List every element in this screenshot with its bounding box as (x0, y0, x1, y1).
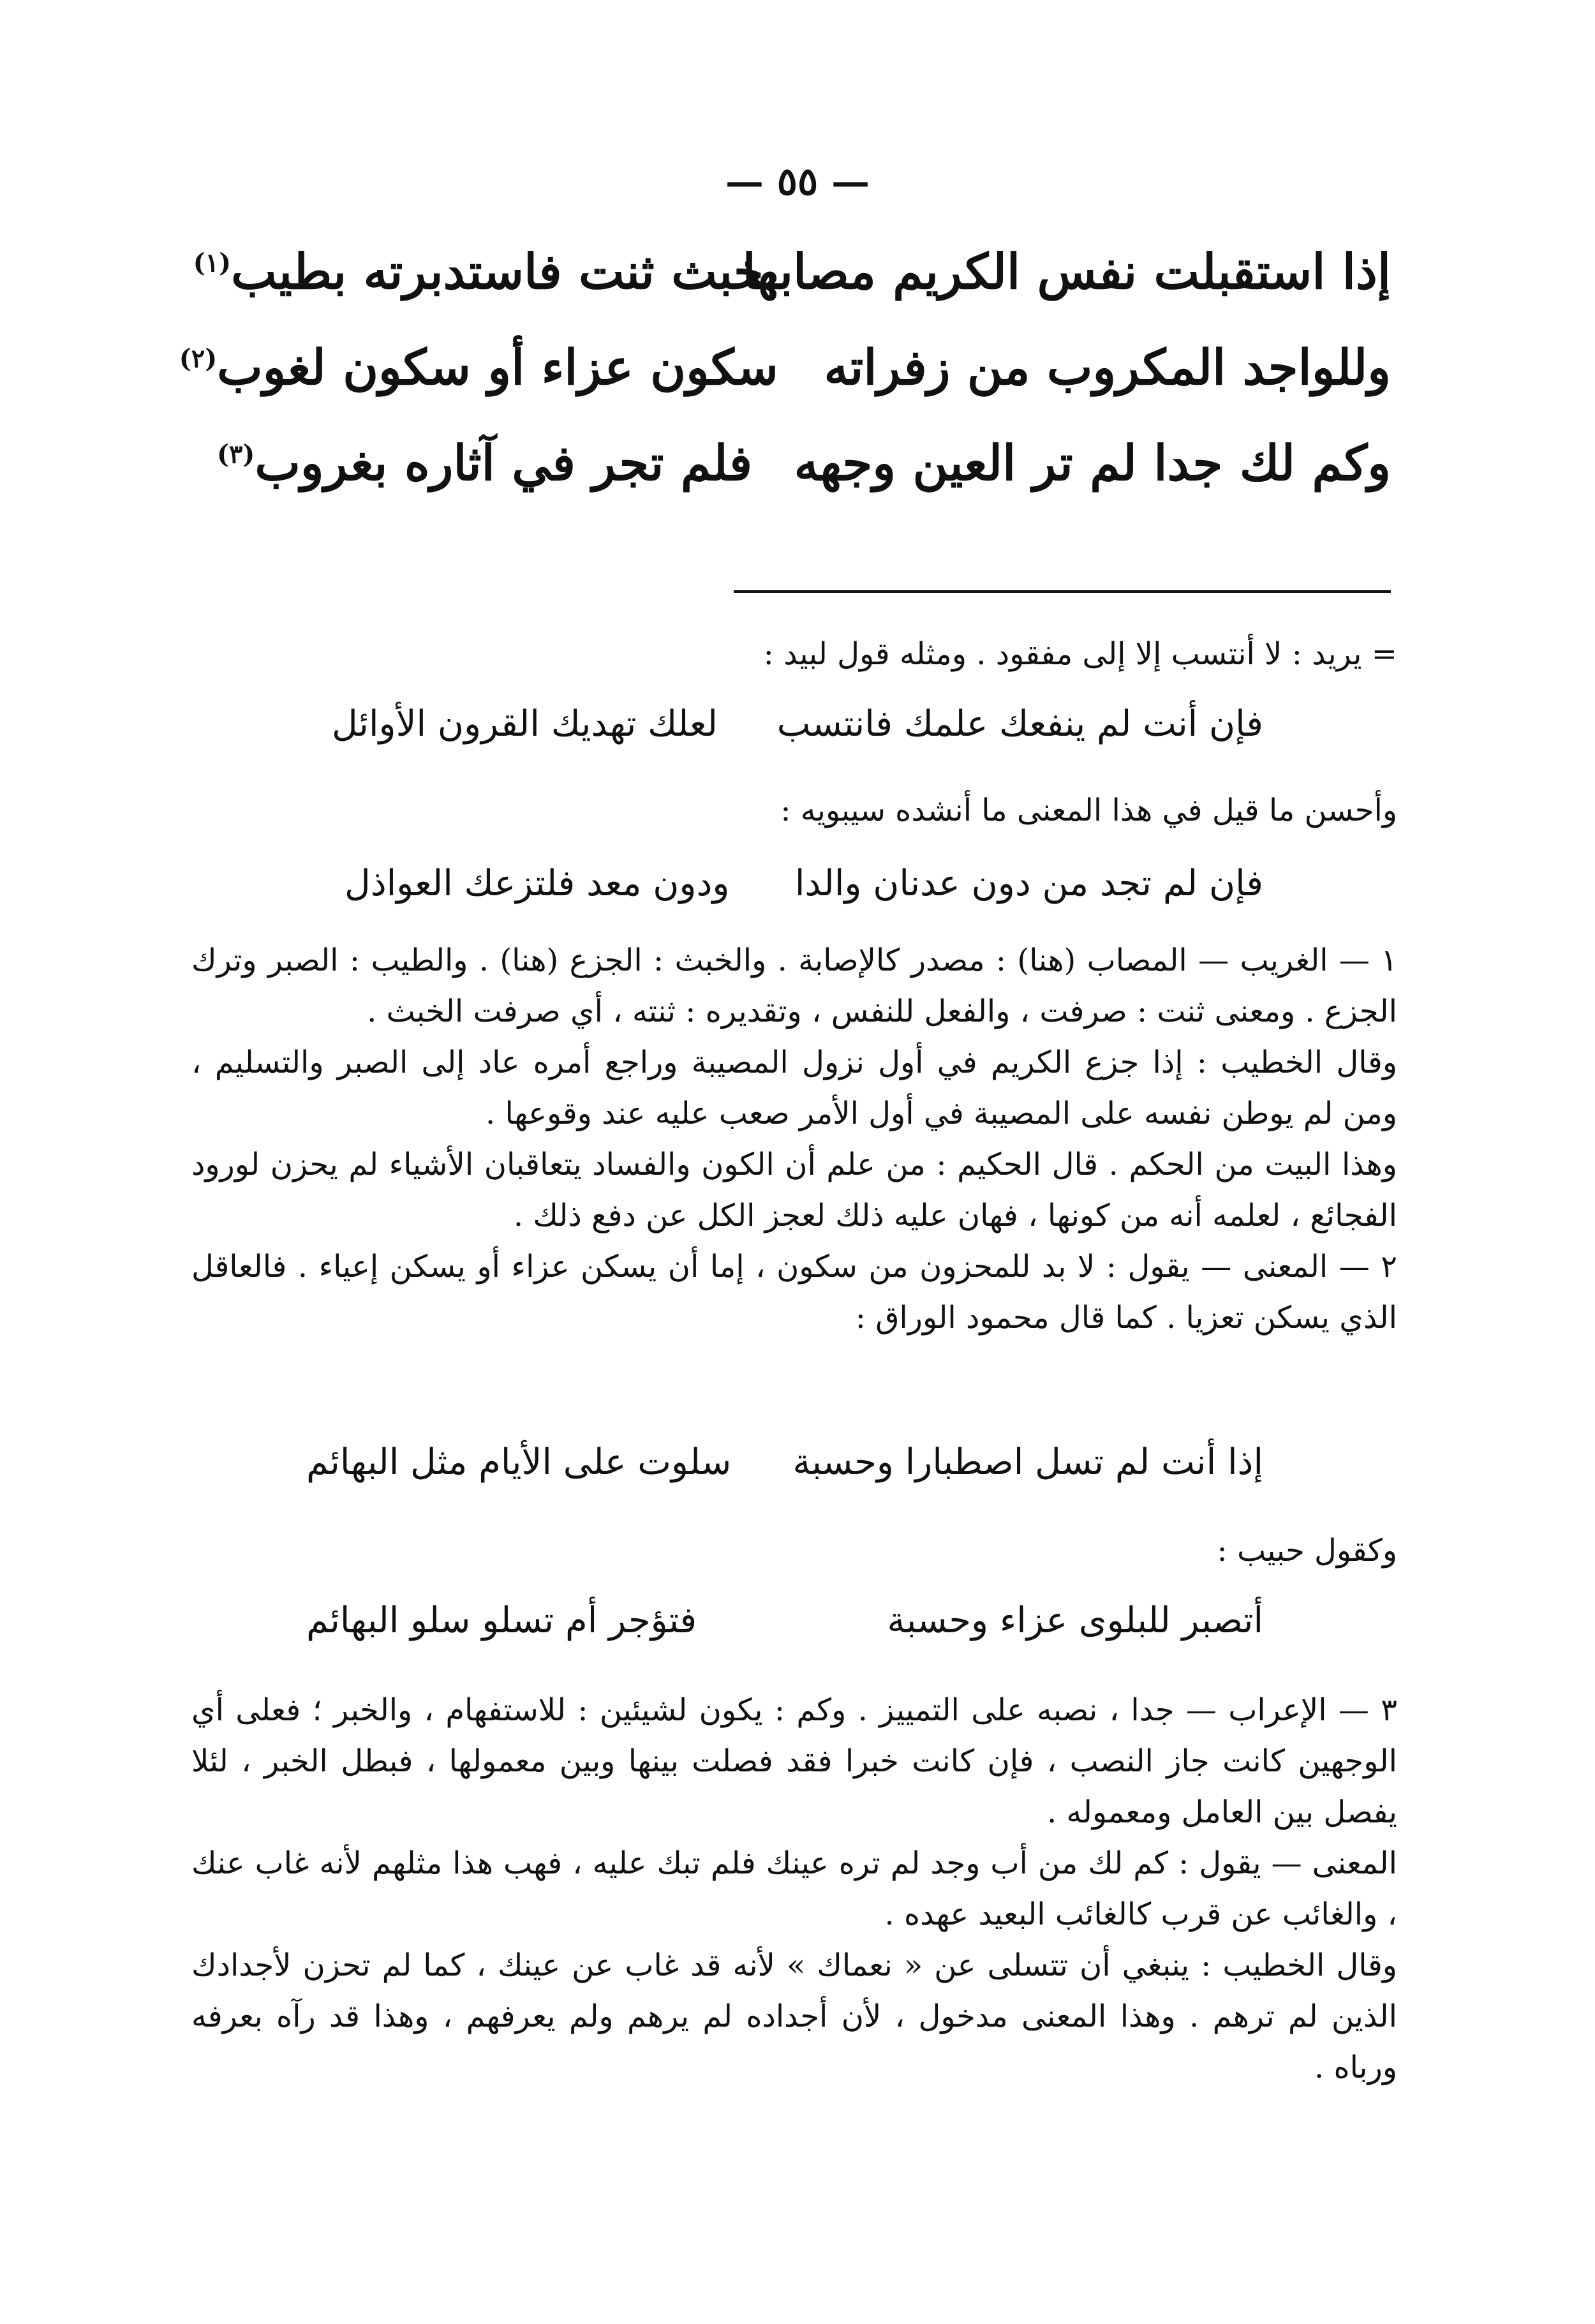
verse-first-hemistich: فإن أنت لم ينفعك علمك فانتسب (776, 703, 1263, 745)
commentary-block (191, 785, 1397, 836)
verse-second-hemistich (179, 338, 778, 396)
note-paragraph: وقال الخطيب : إذا جزع الكريم في أول نزول المصيبة وراجع أمره عاد إلى الصبر والتسليم ، ومن لم يوطن نفسه على المصيبة في أول الأمر صعب عليه عند وقوعها . (191, 1045, 1397, 1131)
note-paragraph: ١ — الغريب — المصاب (هنا) : مصدر كالإصابة . والخبث : الجزع (هنا) . والطيب : الصبر وترك الجزع . ومعنى ثنت : صرفت ، والفعل للنفس ، وتقديره : ثنته ، أي صرفت الخبث . (191, 942, 1397, 1029)
verse-second-hemistich: سلوت على الأيام مثل البهائم (306, 1441, 732, 1483)
commentary-block (191, 1525, 1397, 1576)
verse-first-hemistich: وكم لك جدا لم تر العين وجهه (794, 434, 1391, 491)
verse-second-hemistich: لعلك تهديك القرون الأوائل (332, 703, 718, 745)
commentary-paragraph: وكقول حبيب : (1217, 1533, 1397, 1568)
verse-second-hemistich (217, 435, 778, 491)
verse-second-text: سكون عزاء أو سكون لغوب (217, 338, 778, 396)
poem-verse (332, 686, 1263, 761)
poem-verse (306, 1583, 1263, 1658)
verse-first-hemistich: فإن لم تجد من دون عدنان والدا (794, 862, 1263, 904)
note-paragraph: وقال الخطيب : ينبغي أن تتسلى عن « نعماك » لأنه قد غاب عن عينك ، كما لم تحزن لأجدادك الذين لم ترهم . وهذا المعنى مدخول ، لأن أجداده لم يرهم ولم يعرفهم ، وهذا قد رآه بعرفه ورباه . (191, 1948, 1397, 2085)
verse-second-text: بخبث ثنت فاستدبرته بطيب (231, 242, 778, 300)
note-paragraph: المعنى — يقول : كم لك من أب وجد لم تره عينك فلم تبك عليه ، فهب هذا مثلهم لأنه غاب عنك ، والغائب عن قرب كالغائب البعيد عهده . (191, 1845, 1397, 1932)
verse-second-hemistich: ودون معد فلتزعك العواذل (345, 862, 730, 904)
verse-first-hemistich: وللواجد المكروب من زفراته (824, 338, 1391, 396)
quoted-verse (306, 1583, 1263, 1658)
quoted-verse (332, 686, 1263, 761)
note-paragraph: ٢ — المعنى — يقول : لا بد للمحزون من سكون ، إما أن يسكن عزاء أو يسكن إعياء . فالعاقل الذي يسكن تعزيا . كما قال محمود الوراق : (191, 1249, 1397, 1336)
poem-verse (193, 223, 1391, 319)
footnote-marker: (٣) (217, 439, 255, 470)
quoted-verse (306, 1424, 1263, 1500)
commentary-paragraph: وأحسن ما قيل في هذا المعنى ما أنشده سيبويه : (780, 793, 1397, 828)
poem-verse (345, 845, 1263, 921)
poem-verse (306, 1424, 1263, 1500)
verse-second-hemistich (193, 242, 778, 300)
commentary-intro (191, 629, 1397, 680)
note-paragraph: ٣ — الإعراب — جدا ، نصبه على التمييز . وكم : يكون لشيئين : للاستفهام ، والخبر ؛ فعلى أي الوجهين كانت جاز النصب ، فإن كانت خبرا فقد فصلت بينها وبين معمولها ، فبطل الخبر ، لئلا يفصل بين العامل ومعموله . (191, 1692, 1397, 1830)
notes-block (191, 935, 1397, 1343)
footnote-marker: (٢) (179, 343, 218, 374)
verse-second-hemistich: فتؤجر أم تسلو سلو البهائم (306, 1599, 697, 1641)
verse-first-hemistich: إذا أنت لم تسل اصطبارا وحسبة (792, 1441, 1263, 1483)
page-number: — ٥٥ — (725, 160, 870, 204)
separator-rule (734, 590, 1391, 593)
notes-block (191, 1685, 1397, 2093)
footnote-marker: (١) (193, 248, 232, 278)
quoted-verse (345, 845, 1263, 921)
poem-verse (179, 319, 1391, 415)
verse-second-text: فلم تجر في آثاره بغروب (255, 434, 753, 491)
verse-first-hemistich: أتصبر للبلوى عزاء وحسبة (887, 1599, 1263, 1641)
main-poem (179, 223, 1391, 510)
poem-verse (217, 415, 1391, 510)
verse-first-hemistich: إذا استقبلت نفس الكريم مصابها (742, 242, 1391, 300)
commentary-paragraph: = يريد : لا أنتسب إلا إلى مفقود . ومثله قول لبيد : (763, 636, 1397, 672)
note-paragraph: وهذا البيت من الحكم . قال الحكيم : من علم أن الكون والفساد يتعاقبان الأشياء لم يحزن لورود الفجائع ، لعلمه أنه من كونها ، فهان عليه ذلك لعجز الكل عن دفع ذلك . (191, 1147, 1397, 1233)
